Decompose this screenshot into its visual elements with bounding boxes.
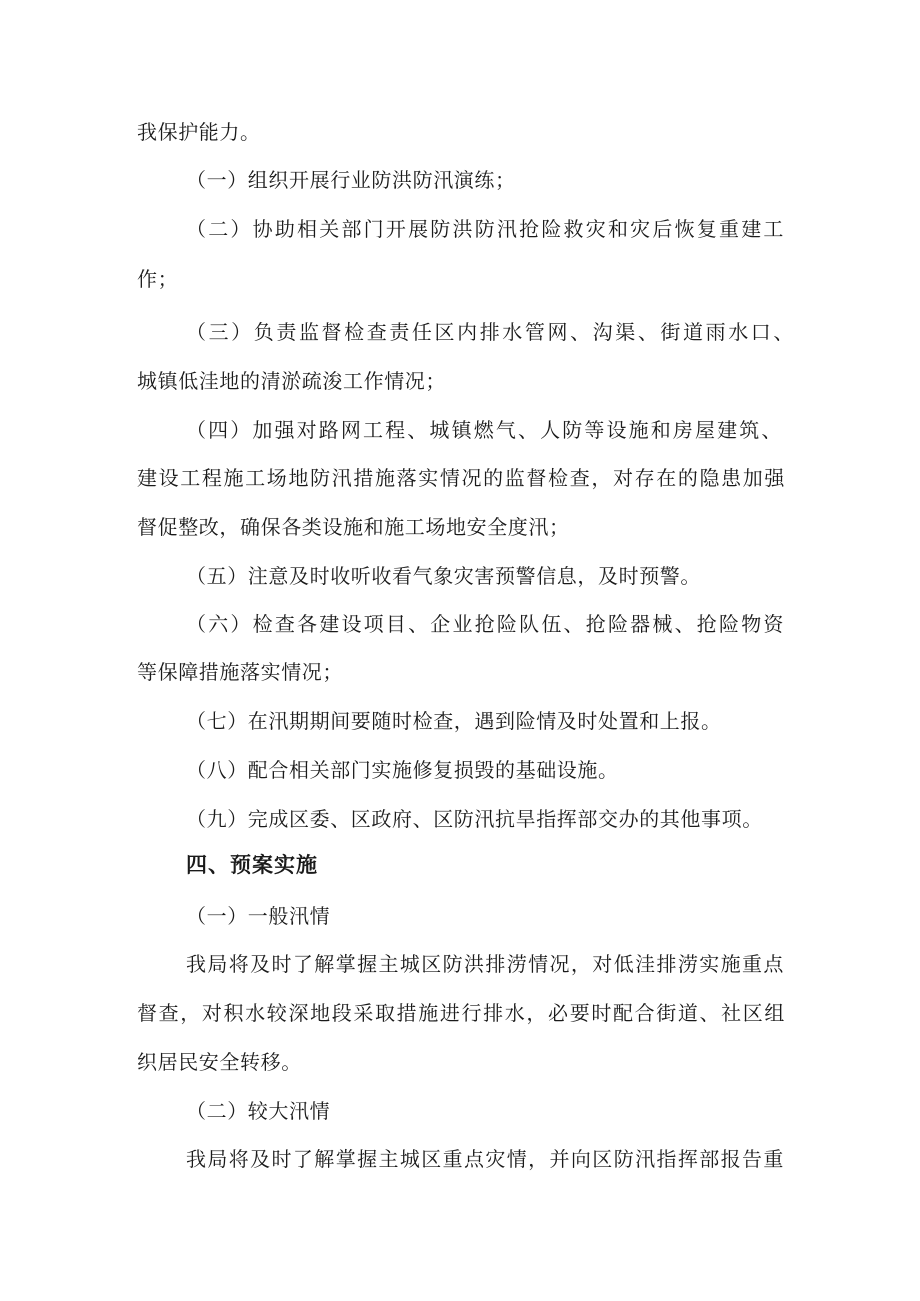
section-heading: 四、预案实施 <box>186 853 318 877</box>
list-item-3: （三）负责监督检查责任区内排水管网、沟渠、街道雨水口、 <box>186 320 794 344</box>
subsection-heading: （一）一般汛情 <box>186 904 331 928</box>
text-line: 等保障措施落实情况； <box>137 660 343 684</box>
list-item-4: （四）加强对路网工程、城镇燃气、人防等设施和房屋建筑、 <box>186 418 782 442</box>
list-item-7: （七）在汛期期间要随时检查，遇到险情及时处置和上报。 <box>186 709 722 733</box>
list-item-9: （九）完成区委、区政府、区防汛抗旱指挥部交办的其他事项。 <box>186 807 763 831</box>
text-line: 建设工程施工场地防汛措施落实情况的监督检查，对存在的隐患加强 <box>137 466 785 490</box>
text-line: 作； <box>137 267 179 291</box>
list-item-6: （六）检查各建设项目、企业抢险队伍、抢险器械、抢险物资 <box>186 612 784 636</box>
subsection-heading: （二）较大汛情 <box>186 1099 331 1123</box>
list-item-1: （一）组织开展行业防洪防汛演练； <box>186 168 516 192</box>
text-line: 城镇低洼地的清淤疏浚工作情况； <box>137 369 446 393</box>
list-item-5: （五）注意及时收听收看气象灾害预警信息，及时预警。 <box>186 564 701 588</box>
paragraph-line: 督查，对积水较深地段采取措施进行排水，必要时配合街道、社区组 <box>137 1001 785 1025</box>
list-item-2: （二）协助相关部门开展防洪防汛抢险救灾和灾后恢复重建工 <box>186 217 784 241</box>
paragraph-line: 织居民安全转移。 <box>137 1050 302 1074</box>
list-item-8: （八）配合相关部门实施修复损毁的基础设施。 <box>186 758 619 782</box>
paragraph-line: 我局将及时了解掌握主城区防洪排涝情况，对低洼排涝实施重点 <box>186 952 784 976</box>
paragraph-line: 我局将及时了解掌握主城区重点灾情，并向区防汛指挥部报告重 <box>186 1147 784 1171</box>
text-line: 我保护能力。 <box>137 120 261 144</box>
text-line: 督促整改，确保各类设施和施工场地安全度汛； <box>137 515 570 539</box>
